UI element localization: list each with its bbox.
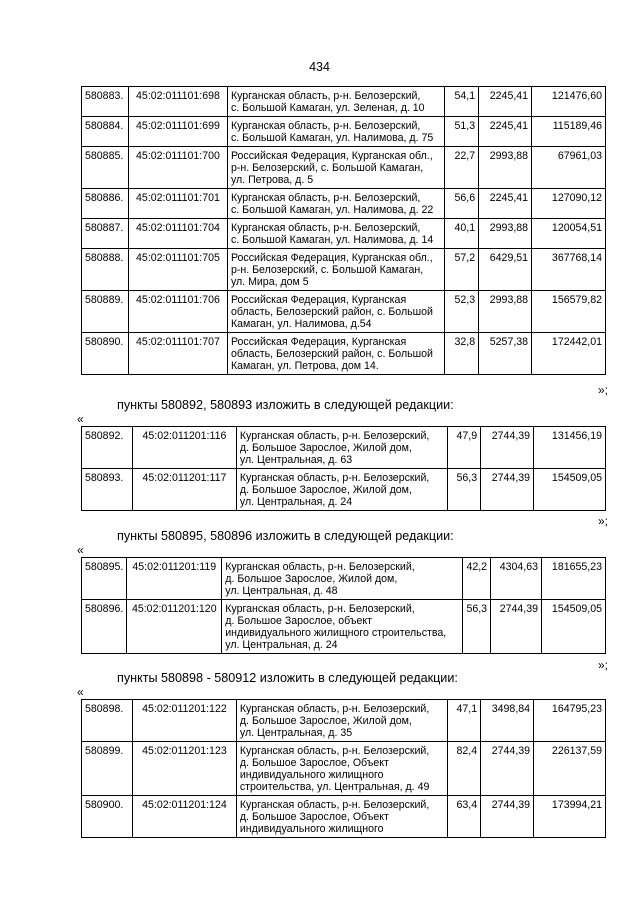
address-cell	[227, 291, 444, 333]
address-cell	[236, 427, 447, 469]
value-cell: 173994,21	[534, 796, 606, 838]
value-cell: 156579,82	[532, 291, 606, 333]
address-line: Камаган, ул. Петрова, дом 14.	[230, 360, 379, 372]
cadastral-number-cell: 45:02:011201:119	[127, 558, 222, 600]
address-line: область, Белозерский район, с. Большой	[230, 348, 433, 360]
item-number-cell: 580886.	[82, 189, 129, 219]
address-line: Курганская область, р-н. Белозерский,	[230, 222, 421, 234]
address-cell	[227, 333, 444, 375]
registry-table-2	[81, 426, 606, 511]
address-cell	[236, 700, 447, 742]
item-number-cell: 580895.	[82, 558, 127, 600]
value-cell: 172442,01	[532, 333, 606, 375]
address-line: Российская Федерация, Курганская обл.,	[230, 252, 433, 264]
rate-cell: 4304,63	[491, 558, 542, 600]
address-line: ул. Центральная, д. 48	[225, 585, 338, 597]
rate-cell: 2993,88	[479, 291, 532, 333]
cadastral-number-cell: 45:02:011101:700	[128, 147, 227, 189]
address-line: индивидуального жилищного	[239, 769, 384, 781]
value-cell: 131456,19	[534, 427, 606, 469]
area-cell: 22,7	[445, 147, 479, 189]
address-line: индивидуального жилищного	[239, 823, 384, 835]
item-number-cell: 580883.	[82, 87, 129, 117]
address-line: р-н. Белозерский, с. Большой Камаган,	[230, 162, 424, 174]
area-cell: 56,3	[448, 469, 481, 511]
rate-cell: 3498,84	[481, 700, 534, 742]
table-row	[82, 469, 606, 511]
rate-cell: 2245,41	[479, 87, 532, 117]
address-line: Курганская область, р-н. Белозерский,	[239, 430, 430, 442]
address-cell	[227, 219, 444, 249]
address-line: Курганская область, р-н. Белозерский,	[239, 745, 430, 757]
address-line: д. Большое Зарослое, объект	[225, 615, 372, 627]
page-number: 434	[309, 60, 330, 74]
address-line: ул. Мира, дом 5	[230, 276, 309, 288]
area-cell: 52,3	[445, 291, 479, 333]
address-line: с. Большой Камаган, ул. Налимова, д. 75	[230, 132, 434, 144]
opening-quote-3: «	[77, 685, 84, 699]
opening-quote-2: «	[77, 543, 84, 557]
item-number-cell: 580889.	[82, 291, 129, 333]
value-cell: 67961,03	[532, 147, 606, 189]
address-line: ул. Петрова, д. 5	[230, 174, 314, 186]
item-number-cell: 580890.	[82, 333, 129, 375]
address-line: строительства, ул. Центральная, д. 49	[239, 781, 430, 793]
registry-table-4	[81, 699, 606, 838]
address-cell	[236, 742, 447, 796]
item-number-cell: 580892.	[82, 427, 133, 469]
address-line: Курганская область, р-н. Белозерский,	[230, 120, 421, 132]
closing-quote-3: »;	[597, 658, 608, 672]
instruction-2: пункты 580895, 580896 изложить в следующей редакции:	[117, 529, 454, 543]
address-line: ул. Центральная, д. 24	[225, 639, 338, 651]
table-row	[82, 189, 606, 219]
closing-quote-1: »;	[597, 383, 608, 397]
cadastral-number-cell: 45:02:011101:698	[128, 87, 227, 117]
address-line: д. Большое Зарослое, Жилой дом,	[239, 715, 412, 727]
table-row	[82, 427, 606, 469]
rate-cell: 2744,39	[491, 600, 542, 654]
address-line: Российская Федерация, Курганская	[230, 294, 407, 306]
address-line: индивидуального жилищного строительства,	[225, 627, 447, 639]
area-cell: 51,3	[445, 117, 479, 147]
address-line: Курганская область, р-н. Белозерский,	[230, 90, 421, 102]
area-cell: 57,2	[445, 249, 479, 291]
item-number-cell: 580896.	[82, 600, 127, 654]
value-cell: 120054,51	[532, 219, 606, 249]
rate-cell: 6429,51	[479, 249, 532, 291]
address-line: д. Большое Зарослое, Жилой дом,	[239, 484, 412, 496]
address-line: Курганская область, р-н. Белозерский,	[239, 472, 430, 484]
cadastral-number-cell: 45:02:011101:705	[128, 249, 227, 291]
area-cell: 54,1	[445, 87, 479, 117]
area-cell: 47,9	[448, 427, 481, 469]
area-cell: 63,4	[448, 796, 481, 838]
address-line: Российская Федерация, Курганская	[230, 336, 407, 348]
address-line: с. Большой Камаган, ул. Налимова, д. 22	[230, 204, 434, 216]
table-3-body	[82, 558, 606, 654]
rate-cell: 2245,41	[479, 117, 532, 147]
address-line: Курганская область, р-н. Белозерский,	[239, 703, 430, 715]
cadastral-number-cell: 45:02:011101:701	[128, 189, 227, 219]
table-row	[82, 249, 606, 291]
table-row	[82, 796, 606, 838]
table-row	[82, 333, 606, 375]
cadastral-number-cell: 45:02:011201:124	[132, 796, 236, 838]
address-cell	[236, 469, 447, 511]
value-cell: 181655,23	[542, 558, 606, 600]
item-number-cell: 580898.	[82, 700, 133, 742]
address-cell	[227, 87, 444, 117]
table-row	[82, 600, 606, 654]
rate-cell: 2744,39	[481, 427, 534, 469]
address-cell	[222, 558, 463, 600]
cadastral-number-cell: 45:02:011201:116	[132, 427, 236, 469]
rate-cell: 5257,38	[479, 333, 532, 375]
address-line: Курганская область, р-н. Белозерский,	[230, 192, 421, 204]
cadastral-number-cell: 45:02:011201:117	[132, 469, 236, 511]
cadastral-number-cell: 45:02:011201:120	[127, 600, 222, 654]
address-line: ул. Центральная, д. 35	[239, 727, 353, 739]
value-cell: 121476,60	[532, 87, 606, 117]
address-cell	[222, 600, 463, 654]
address-cell	[227, 147, 444, 189]
table-row	[82, 558, 606, 600]
item-number-cell: 580899.	[82, 742, 133, 796]
cadastral-number-cell: 45:02:011101:699	[128, 117, 227, 147]
registry-table-1	[81, 86, 606, 375]
item-number-cell: 580900.	[82, 796, 133, 838]
cadastral-number-cell: 45:02:011101:704	[128, 219, 227, 249]
address-line: Курганская область, р-н. Белозерский,	[225, 561, 415, 573]
table-row	[82, 219, 606, 249]
rate-cell: 2744,39	[481, 796, 534, 838]
table-1-body	[82, 87, 606, 375]
area-cell: 40,1	[445, 219, 479, 249]
item-number-cell: 580888.	[82, 249, 129, 291]
address-cell	[227, 249, 444, 291]
address-line: с. Большой Камаган, ул. Налимова, д. 14	[230, 234, 434, 246]
area-cell: 47,1	[448, 700, 481, 742]
address-line: д. Большое Зарослое, Объект	[239, 811, 389, 823]
rate-cell: 2993,88	[479, 219, 532, 249]
value-cell: 127090,12	[532, 189, 606, 219]
area-cell: 56,3	[463, 600, 491, 654]
value-cell: 367768,14	[532, 249, 606, 291]
address-cell	[227, 117, 444, 147]
registry-table-3	[81, 557, 606, 654]
address-line: ул. Центральная, д. 63	[239, 454, 353, 466]
instruction-1: пункты 580892, 580893 изложить в следующей редакции:	[117, 398, 454, 412]
address-line: д. Большое Зарослое, Объект	[239, 757, 389, 769]
address-line: Российская Федерация, Курганская обл.,	[230, 150, 433, 162]
address-line: Курганская область, р-н. Белозерский,	[239, 799, 430, 811]
table-4-body	[82, 700, 606, 838]
address-line: с. Большой Камаган, ул. Зеленая, д. 10	[230, 102, 425, 114]
table-row	[82, 700, 606, 742]
cadastral-number-cell: 45:02:011201:123	[132, 742, 236, 796]
rate-cell: 2993,88	[479, 147, 532, 189]
value-cell: 164795,23	[534, 700, 606, 742]
table-row	[82, 117, 606, 147]
value-cell: 154509,05	[534, 469, 606, 511]
address-line: область, Белозерский район, с. Большой	[230, 306, 433, 318]
opening-quote-1: «	[77, 412, 84, 426]
table-row	[82, 742, 606, 796]
area-cell: 32,8	[445, 333, 479, 375]
value-cell: 226137,59	[534, 742, 606, 796]
rate-cell: 2245,41	[479, 189, 532, 219]
address-line: Камаган, ул. Налимова, д.54	[230, 318, 372, 330]
area-cell: 56,6	[445, 189, 479, 219]
address-line: д. Большое Зарослое, Жилой дом,	[239, 442, 412, 454]
area-cell: 82,4	[448, 742, 481, 796]
address-line: р-н. Белозерский, с. Большой Камаган,	[230, 264, 424, 276]
address-line: Курганская область, р-н. Белозерский,	[225, 603, 415, 615]
table-row	[82, 291, 606, 333]
cadastral-number-cell: 45:02:011201:122	[132, 700, 236, 742]
item-number-cell: 580887.	[82, 219, 129, 249]
table-row	[82, 147, 606, 189]
item-number-cell: 580893.	[82, 469, 133, 511]
instruction-3: пункты 580898 - 580912 изложить в следующей редакции:	[117, 671, 458, 685]
rate-cell: 2744,39	[481, 469, 534, 511]
cadastral-number-cell: 45:02:011101:706	[128, 291, 227, 333]
rate-cell: 2744,39	[481, 742, 534, 796]
cadastral-number-cell: 45:02:011101:707	[128, 333, 227, 375]
area-cell: 42,2	[463, 558, 491, 600]
item-number-cell: 580884.	[82, 117, 129, 147]
address-cell	[227, 189, 444, 219]
address-cell	[236, 796, 447, 838]
address-line: д. Большое Зарослое, Жилой дом,	[225, 573, 398, 585]
closing-quote-2: »;	[597, 514, 608, 528]
item-number-cell: 580885.	[82, 147, 129, 189]
value-cell: 115189,46	[532, 117, 606, 147]
table-2-body	[82, 427, 606, 511]
address-line: ул. Центральная, д. 24	[239, 496, 353, 508]
table-row	[82, 87, 606, 117]
value-cell: 154509,05	[542, 600, 606, 654]
